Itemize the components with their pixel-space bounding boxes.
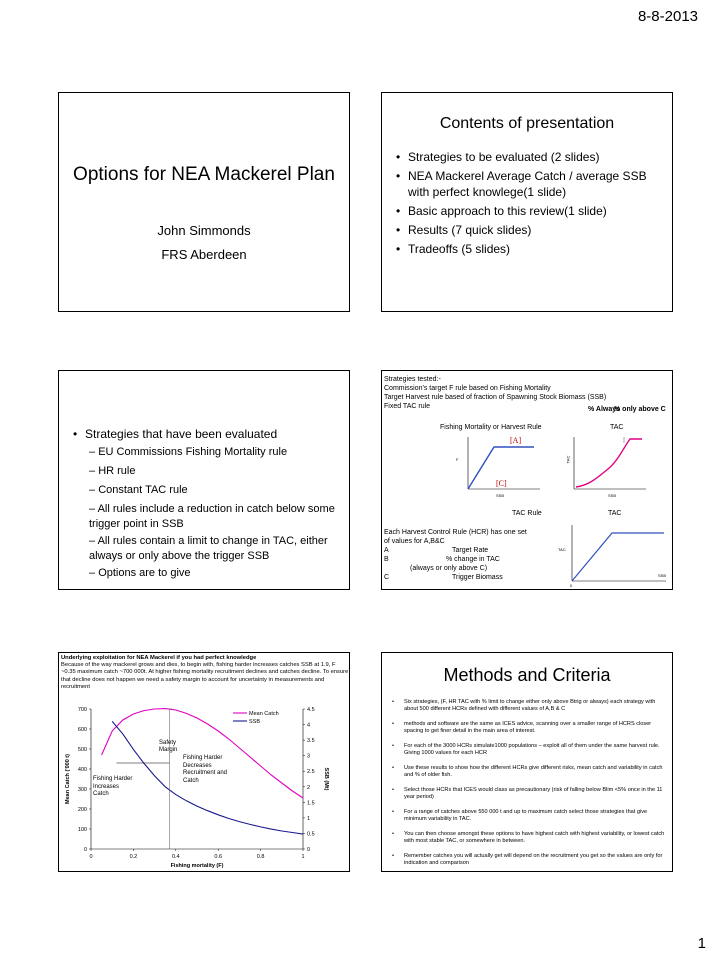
legend-label: SSB bbox=[249, 719, 261, 725]
contents-item: • Tradeoffs (5 slides) bbox=[396, 241, 666, 257]
y2-axis-title: SSB (Mt) bbox=[323, 767, 329, 791]
tac-diagram bbox=[568, 433, 648, 493]
page-number: 1 bbox=[697, 935, 706, 952]
contents-item: • Basic approach to this review(1 slide) bbox=[396, 203, 666, 219]
strategy-item: – Options are to give bbox=[89, 567, 191, 579]
y2-tick-label: 4 bbox=[307, 722, 311, 729]
fhr-ylabel: F bbox=[456, 457, 459, 462]
strategy-item: – All rules include a reduction in catch below some trigger point in SSB bbox=[89, 503, 335, 530]
annotation-fishing-harder-increases: Fishing Harder Increases Catch bbox=[93, 776, 133, 797]
hcr-c: C bbox=[384, 574, 390, 581]
x-tick-label: 1 bbox=[301, 854, 305, 860]
author-affiliation: FRS Aberdeen bbox=[161, 247, 247, 262]
y2-tick-label: 2 bbox=[307, 784, 311, 791]
y2-tick-label: 2.5 bbox=[307, 769, 315, 776]
slide-exploitation bbox=[58, 652, 350, 872]
slide-methods bbox=[381, 652, 673, 872]
annotation-fishing-harder-decreases: Fishing Harder Decreases Recruitment and Catch bbox=[183, 755, 228, 784]
header-date: 8-8-2013 bbox=[637, 8, 698, 25]
strategies-heading: • Strategies that have been evaluated bbox=[73, 427, 277, 441]
tested-line: Strategies tested:- bbox=[384, 376, 441, 383]
y-tick-label: 700 bbox=[77, 707, 87, 713]
methods-list bbox=[392, 699, 668, 872]
hcr-c-desc: Trigger Biomass bbox=[452, 574, 503, 581]
exploitation-title: Underlying exploitation for NEA Mackerel if you had perfect knowledge bbox=[61, 655, 257, 661]
y2-tick-label: 3.5 bbox=[307, 738, 315, 745]
pct-always-label: % Always bbox=[588, 406, 621, 413]
y-tick-label: 400 bbox=[77, 767, 87, 773]
tac-rule-diagram bbox=[568, 523, 668, 585]
strategy-text: EU Commissions Fishing Mortality rule bbox=[98, 446, 288, 458]
strategy-item: – HR rule bbox=[89, 465, 136, 477]
x-tick-label: 0.6 bbox=[214, 854, 223, 860]
tac-rule-origin: 0 bbox=[570, 583, 573, 588]
y2-tick-label: 1 bbox=[307, 815, 311, 822]
contents-item: • NEA Mackerel Average Catch / average SSB with perfect knowlege(1 slide) bbox=[396, 168, 666, 200]
author-name: John Simmonds bbox=[157, 223, 251, 238]
methods-item: • Use these results to show how the different HCRs give different risks, mean catch and variability in catch and % of older fish. bbox=[392, 765, 668, 779]
y-tick-label: 300 bbox=[77, 787, 87, 793]
strategy-item: – EU Commissions Fishing Mortality rule bbox=[89, 446, 288, 458]
slide-title bbox=[58, 92, 350, 312]
label-tac: TAC bbox=[608, 510, 622, 517]
x-tick-label: 0.8 bbox=[256, 854, 265, 860]
legend-label: Mean Catch bbox=[249, 711, 279, 717]
methods-item: • Remember catches you will actually get will depend on the recruitment you get so the values are only for indication and comparison bbox=[392, 853, 668, 867]
y2-tick-label: 0 bbox=[307, 847, 311, 853]
tac-rule-ylabel: TAC bbox=[558, 547, 566, 552]
methods-item: • For each of the 3000 HCRs simulate1000 populations – exploit all of them under the same harvest rule. Giving 1000 values for each HCR bbox=[392, 743, 668, 757]
hcr-a-desc: Target Rate bbox=[452, 547, 489, 554]
exploitation-body: Because of the way mackerel grows and dies, to begin with, fishing harder increases catches SSB at 1.9, F ~0.35 maximum catch ~700 000t. At higher fishing mortality recruitment declines and catches decline. To ensure that decline does not happen we need a safety margin to account for uncertainty in measurements and recruitment bbox=[61, 662, 349, 690]
x-tick-label: 0.4 bbox=[171, 854, 180, 860]
y2-tick-label: 3 bbox=[307, 753, 311, 760]
hcr-b-note: (always or only above C) bbox=[410, 565, 488, 572]
y2-tick-label: 4.5 bbox=[307, 707, 315, 713]
y-tick-label: 500 bbox=[77, 747, 87, 753]
hcr-b-desc: % change in TAC bbox=[446, 556, 500, 563]
x-tick-label: 0 bbox=[89, 854, 93, 860]
contents-item: • Strategies to be evaluated (2 slides) bbox=[396, 149, 666, 165]
y-axis-title: Mean Catch ('000 t) bbox=[65, 754, 71, 804]
annotation-safety-margin: Safety Margin bbox=[159, 740, 178, 753]
contents-title: Contents of presentation bbox=[439, 115, 615, 132]
slide-strategies bbox=[58, 370, 350, 590]
presentation-title: Options for NEA Mackerel Plan bbox=[73, 164, 335, 185]
hcr-intro: Each Harvest Control Rule (HCR) has one set of values for A,B&C bbox=[384, 529, 527, 545]
tested-line: Fixed TAC rule bbox=[384, 403, 431, 410]
hcr-a: A bbox=[384, 547, 389, 554]
methods-item: • methods and software are the same as ICES advice, scanning over a smaller range of HCRS closer spacing to get finer detail in the main area of interest. bbox=[392, 721, 668, 735]
methods-item: • You can then choose amongst these options to have highest catch with highest variability, or lowest catch with most stable TAC, or somewhere in between. bbox=[392, 831, 668, 845]
y-tick-label: 100 bbox=[77, 827, 87, 833]
pct-only-above-label: % only above C bbox=[614, 406, 666, 413]
tac-xlabel: SSB bbox=[608, 493, 617, 498]
label-c: [C] bbox=[496, 479, 507, 488]
methods-item: • Six strategies, (F, HR TAC with % limit to change either only above Btrig or always) each strategy with about 500 different HCRs defined with different values of A,B & C bbox=[392, 699, 668, 713]
methods-title: Methods and Criteria bbox=[443, 665, 611, 685]
slide-contents bbox=[381, 92, 673, 312]
strategy-text: All rules contain a limit to change in TAC, either always or only above the trigger SSB bbox=[89, 535, 328, 562]
diagram-title-fhr: Fishing Mortality or Harvest Rule bbox=[440, 424, 542, 431]
strategy-text: All rules include a reduction in catch below some trigger point in SSB bbox=[89, 503, 335, 530]
tac-rule-xlabel: SSB bbox=[658, 573, 667, 578]
strategy-text: Options are to give bbox=[98, 567, 191, 579]
hcr-b: B bbox=[384, 556, 389, 563]
tested-line: Target Harvest rule based of fraction of Spawning Stock Biomass (SSB) bbox=[384, 394, 607, 401]
y-tick-label: 200 bbox=[77, 807, 87, 813]
y-tick-label: 0 bbox=[83, 847, 87, 853]
diagram-title-tac: TAC bbox=[610, 424, 624, 431]
contents-list bbox=[396, 149, 666, 260]
methods-item: • Select those HCRs that ICES would class as precautionary (risk of falling below Blim <5% once in the 11 year period) bbox=[392, 787, 668, 801]
slide-strategies-tested bbox=[381, 370, 673, 590]
y2-tick-label: 0.5 bbox=[307, 831, 315, 838]
strategy-item: – All rules contain a limit to change in TAC, either always or only above the trigger SSB bbox=[89, 535, 328, 562]
fhr-xlabel: SSB bbox=[496, 493, 505, 498]
strategy-item: – Constant TAC rule bbox=[89, 484, 188, 496]
strategy-text: HR rule bbox=[98, 465, 136, 477]
strategy-text: Constant TAC rule bbox=[98, 484, 188, 496]
contents-item: • Results (7 quick slides) bbox=[396, 222, 666, 238]
label-a: [A] bbox=[510, 436, 522, 445]
y2-tick-label: 1.5 bbox=[307, 800, 315, 807]
strategies-bullet bbox=[73, 427, 277, 441]
methods-item: • For a range of catches above 550 000 t and up to maximum catch select those strategies that give minimum variability in TAC. bbox=[392, 809, 668, 823]
exploitation-text-block bbox=[61, 655, 349, 691]
label-tac-rule: TAC Rule bbox=[512, 510, 542, 517]
x-tick-label: 0.2 bbox=[129, 854, 138, 860]
tested-line: Commission's target F rule based on Fishing Mortality bbox=[384, 385, 551, 392]
x-axis-title: Fishing mortality (F) bbox=[170, 863, 224, 869]
tac-ylabel: TAC bbox=[565, 455, 571, 464]
y-tick-label: 600 bbox=[77, 727, 87, 733]
